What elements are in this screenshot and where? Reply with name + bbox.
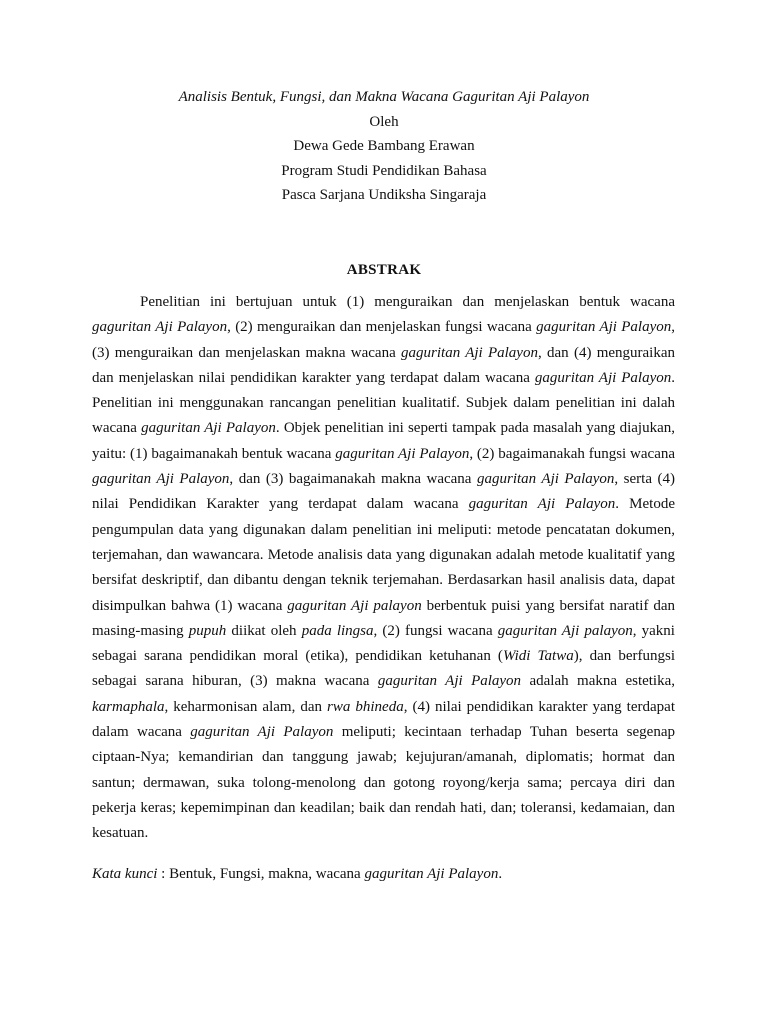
keywords-label: Kata kunci: [92, 866, 158, 882]
abstract-italic-run: pupuh: [188, 622, 227, 639]
abstract-text-run: , yakni sebagai sarana pendidikan moral (etika), pendidikan ketuhanan (: [92, 622, 675, 665]
abstract-italic-run: gaguritan Aji Palayon: [401, 344, 538, 361]
abstract-text-run: . Penelitian ini menggunakan rancangan penelitian kualitatif. Subjek dalam penelitian ini dalah wacana: [92, 369, 675, 437]
abstract-text-run: , serta (4) nilai Pendidikan Karakter yang terdapat dalam wacana: [92, 471, 675, 513]
abstract-body: [92, 290, 675, 847]
paper-header: [0, 85, 768, 208]
abstract-heading: ABSTRAK: [346, 262, 422, 278]
institution: Pasca Sarjana Undiksha Singaraja: [281, 187, 487, 203]
keywords-italic-term: gaguritan Aji Palayon: [364, 866, 499, 882]
abstract-italic-run: gaguritan Aji Palayon: [335, 445, 470, 462]
abstract-italic-run: gaguritan Aji Palayon: [141, 420, 276, 437]
abstract-italic-run: gaguritan Aji Palayon: [190, 724, 334, 741]
abstract-italic-run: karmaphala: [92, 698, 165, 715]
abstract-italic-run: gaguritan Aji Palayon: [92, 471, 230, 488]
abstract-text-run: , (2) menguraikan dan menjelaskan fungsi wacana: [227, 319, 537, 336]
abstract-text-run: , (3) menguraikan dan menjelaskan makna wacana: [92, 319, 676, 361]
abstract-text-run: . Metode pengumpulan data yang digunakan dalam penelitian ini meliputi: metode pencatatan dokumen, terjemahan, dan wawancara. Metode analisis data yang digunakan adalah metode kualitatif yang bersifat deskriptif, dan dibantu dengan teknik terjemahan. Berdasarkan hasil analisis data, dapat disimpulkan bahwa (1) wacana: [92, 496, 675, 614]
by-line: Oleh: [369, 113, 399, 130]
abstract-italic-run: gaguritan Aji palayon: [287, 597, 422, 614]
abstract-text-run: , (4) nilai pendidikan karakter yang terdapat dalam wacana: [92, 698, 675, 741]
abstract-italic-run: gaguritan Aji Palayon: [536, 319, 672, 336]
abstract-italic-run: pada lingsa: [301, 622, 374, 639]
abstract-italic-run: Widi Tatwa: [502, 648, 574, 665]
keywords-terms: Bentuk, Fungsi, makna, wacana: [169, 866, 365, 882]
keywords-separator: :: [157, 866, 170, 882]
abstract-text-run: ), dan berfungsi sebagai sarana hiburan, (3) makna wacana: [92, 648, 675, 690]
abstract-text-run: , keharmonisan alam, dan: [164, 698, 328, 715]
abstract-italic-run: gaguritan Aji Palayon: [377, 673, 522, 690]
abstract-text-run: berbentuk puisi yang bersifat naratif dan masing-masing: [92, 597, 675, 639]
abstract-italic-run: gaguritan Aji Palayon: [468, 496, 616, 513]
abstract-italic-run: rwa bhineda: [327, 698, 404, 715]
abstract-paragraph: [92, 290, 675, 847]
abstract-text-run: diikat oleh: [226, 622, 302, 639]
abstract-italic-run: gaguritan Aji Palayon: [476, 471, 615, 488]
abstract-text-run: , (2) fungsi wacana: [373, 622, 498, 639]
abstract-text-run: Penelitian ini bertujuan untuk (1) menguraikan dan menjelaskan bentuk wacana: [140, 294, 675, 310]
abstract-text-run: , dan (3) bagaimanakah makna wacana: [229, 471, 477, 488]
abstract-text-run: adalah makna estetika,: [521, 673, 676, 690]
abstract-text-run: meliputi; kecintaan terhadap Tuhan beserta segenap ciptaan-Nya; kemandirian dan tanggung jawab; kejujuran/amanah, diplomatis; hormat dan santun; dermawan, suka tolong-menolong dan gotong royong/kerja sama; percaya diri dan pekerja keras; kepemimpinan dan keadilan; baik dan rendah hati, dan; toleransi, kedamaian, dan kesatuan.: [92, 724, 675, 842]
abstract-text-run: , dan (4) menguraikan dan menjelaskan nilai pendidikan karakter yang terdapat dalam wacana: [92, 344, 676, 386]
abstract-text-run: , (2) bagaimanakah fungsi wacana: [469, 445, 676, 462]
abstract-italic-run: gaguritan Aji palayon: [497, 622, 633, 639]
paper-title: Analisis Bentuk, Fungsi, dan Makna Wacana Gaguritan Aji Palayon: [178, 89, 590, 105]
abstract-italic-run: gaguritan Aji Palayon: [92, 319, 228, 336]
keywords-line: [92, 862, 675, 887]
abstract-italic-run: gaguritan Aji Palayon: [534, 369, 672, 386]
keywords-end: .: [498, 866, 503, 882]
study-program: Program Studi Pendidikan Bahasa: [281, 162, 487, 179]
abstract-text-run: . Objek penelitian ini seperti tampak pada masalah yang diajukan, yaitu: (1) bagaimanakah bentuk wacana: [92, 420, 675, 462]
author-name: Dewa Gede Bambang Erawan: [293, 138, 475, 154]
